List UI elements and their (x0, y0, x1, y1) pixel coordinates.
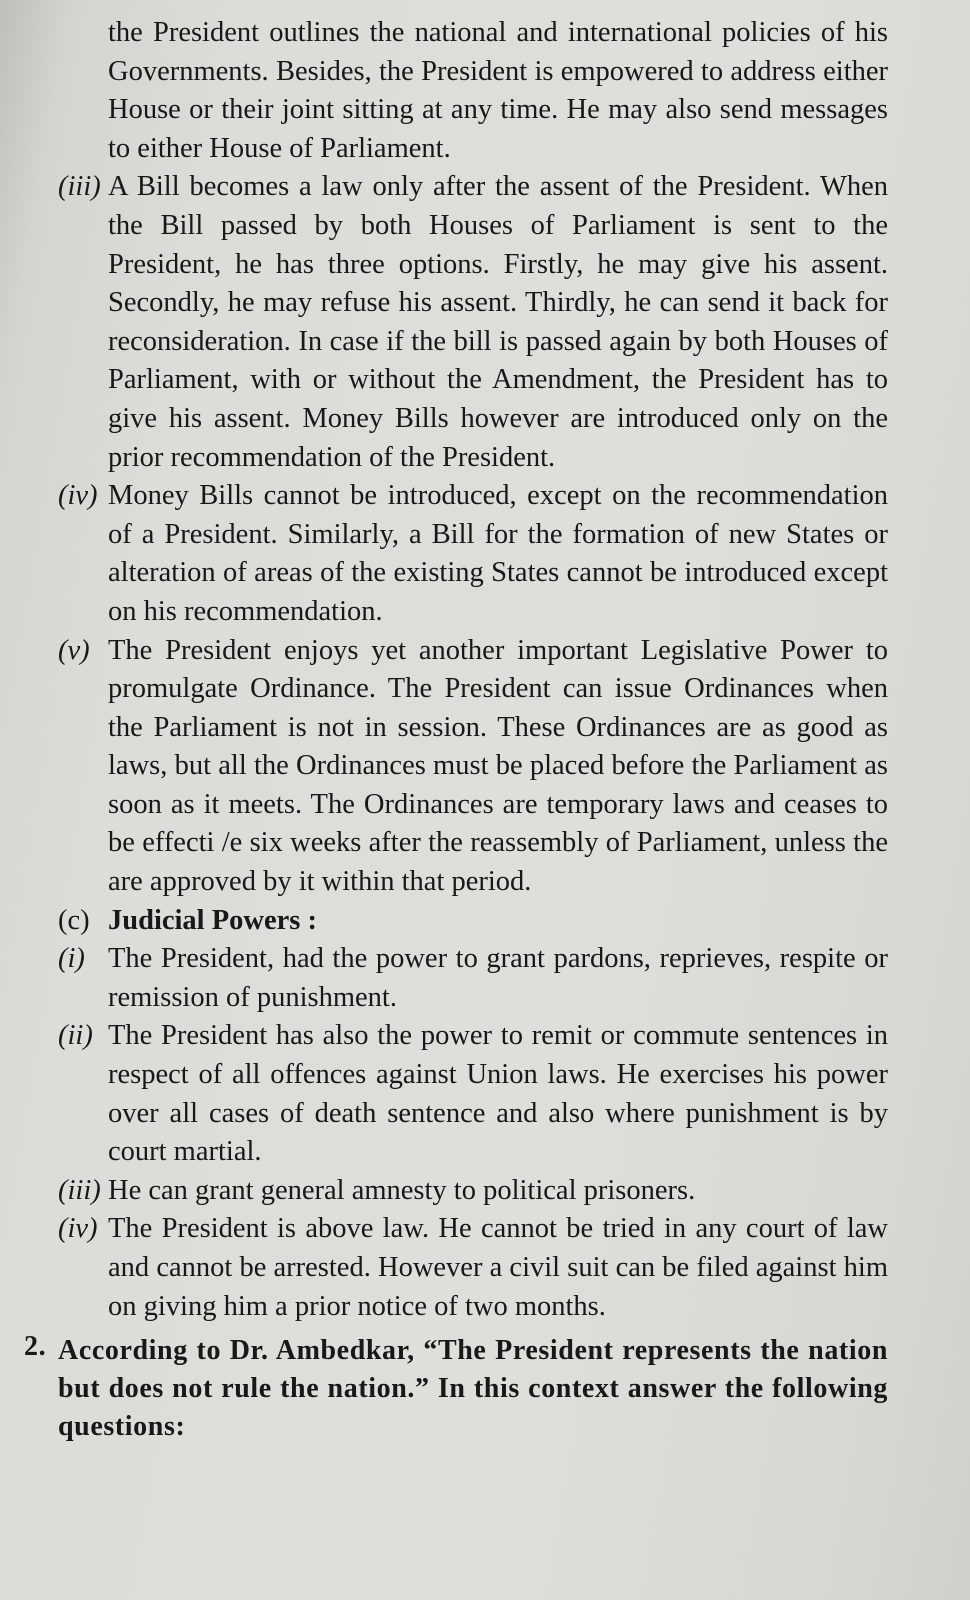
item-number: (iii) (58, 171, 101, 203)
list-item-judicial-iii (58, 1172, 888, 1211)
section-heading-judicial-powers (58, 902, 888, 941)
section-label: (c) (58, 904, 90, 936)
list-item-legislative-iv (58, 477, 888, 631)
item-number: (v) (58, 634, 90, 666)
item-number: (ii) (58, 1020, 93, 1052)
item-number: (iv) (58, 1213, 98, 1245)
intro-continuation: the President outlines the national and international policies of his Governments. Besides, the President is empowered to address either House or their joint sitting at any time. He may also send messages to either House of Parliament. (108, 17, 888, 164)
item-text: He can grant general amnesty to political prisoners. (108, 1174, 696, 1206)
item-text: The President is above law. He cannot be tried in any court of law and cannot be arrested. However a civil suit can be filed against him on giving him a prior notice of two months. (108, 1213, 888, 1322)
item-number: (iv) (58, 480, 98, 512)
question-2 (24, 1331, 888, 1446)
item-text: The President enjoys yet another important Legislative Power to promulgate Ordinance. The President can issue Ordinances when the Parliament is not in session. These Ordinances are as good as laws, but all the Ordinances must be placed before the Parliament as soon as it meets. The Ordinances are temporary laws and ceases to be effecti /e six weeks after the reassembly of Parliament, unless the are approved by it within that period. (108, 634, 888, 898)
list-item-judicial-iv (58, 1210, 888, 1326)
section-title: Judicial Powers : (108, 904, 317, 936)
list-item-legislative-v (58, 632, 888, 902)
item-number: (i) (58, 943, 85, 975)
item-number: (iii) (58, 1174, 101, 1206)
list-item-judicial-ii (58, 1017, 888, 1171)
item-text: The President has also the power to remit or commute sentences in respect of all offences against Union laws. He exercises his power over all cases of death sentence and also where punishment is by court martial. (108, 1020, 888, 1168)
question-text: According to Dr. Ambedkar, “The President represents the nation but does not rule the nation.” In this context answer the following questions: (58, 1335, 888, 1443)
page-text (24, 14, 888, 1446)
list-item-legislative-iii (58, 168, 888, 477)
list-item-judicial-i (58, 940, 888, 1017)
item-text: Money Bills cannot be introduced, except on the recommendation of a President. Similarly, a Bill for the formation of new States or alteration of areas of the existing States cannot be introduced except on his recommendation. (108, 480, 888, 627)
question-number: 2. (24, 1331, 47, 1363)
item-text: A Bill becomes a law only after the assent of the President. When the Bill passed by both Houses of Parliament is sent to the President, he has three options. Firstly, he may give his assent. Secondly, he may refuse his assent. Thirdly, he can send it back for reconsideration. In case if the bill is passed again by both Houses of Parliament, with or without the Amendment, the President has to give his assent. Money Bills however are introduced only on the prior recommendation of the President. (108, 171, 888, 473)
item-text: The President, had the power to grant pardons, reprieves, respite or remission of punishment. (108, 943, 888, 1013)
